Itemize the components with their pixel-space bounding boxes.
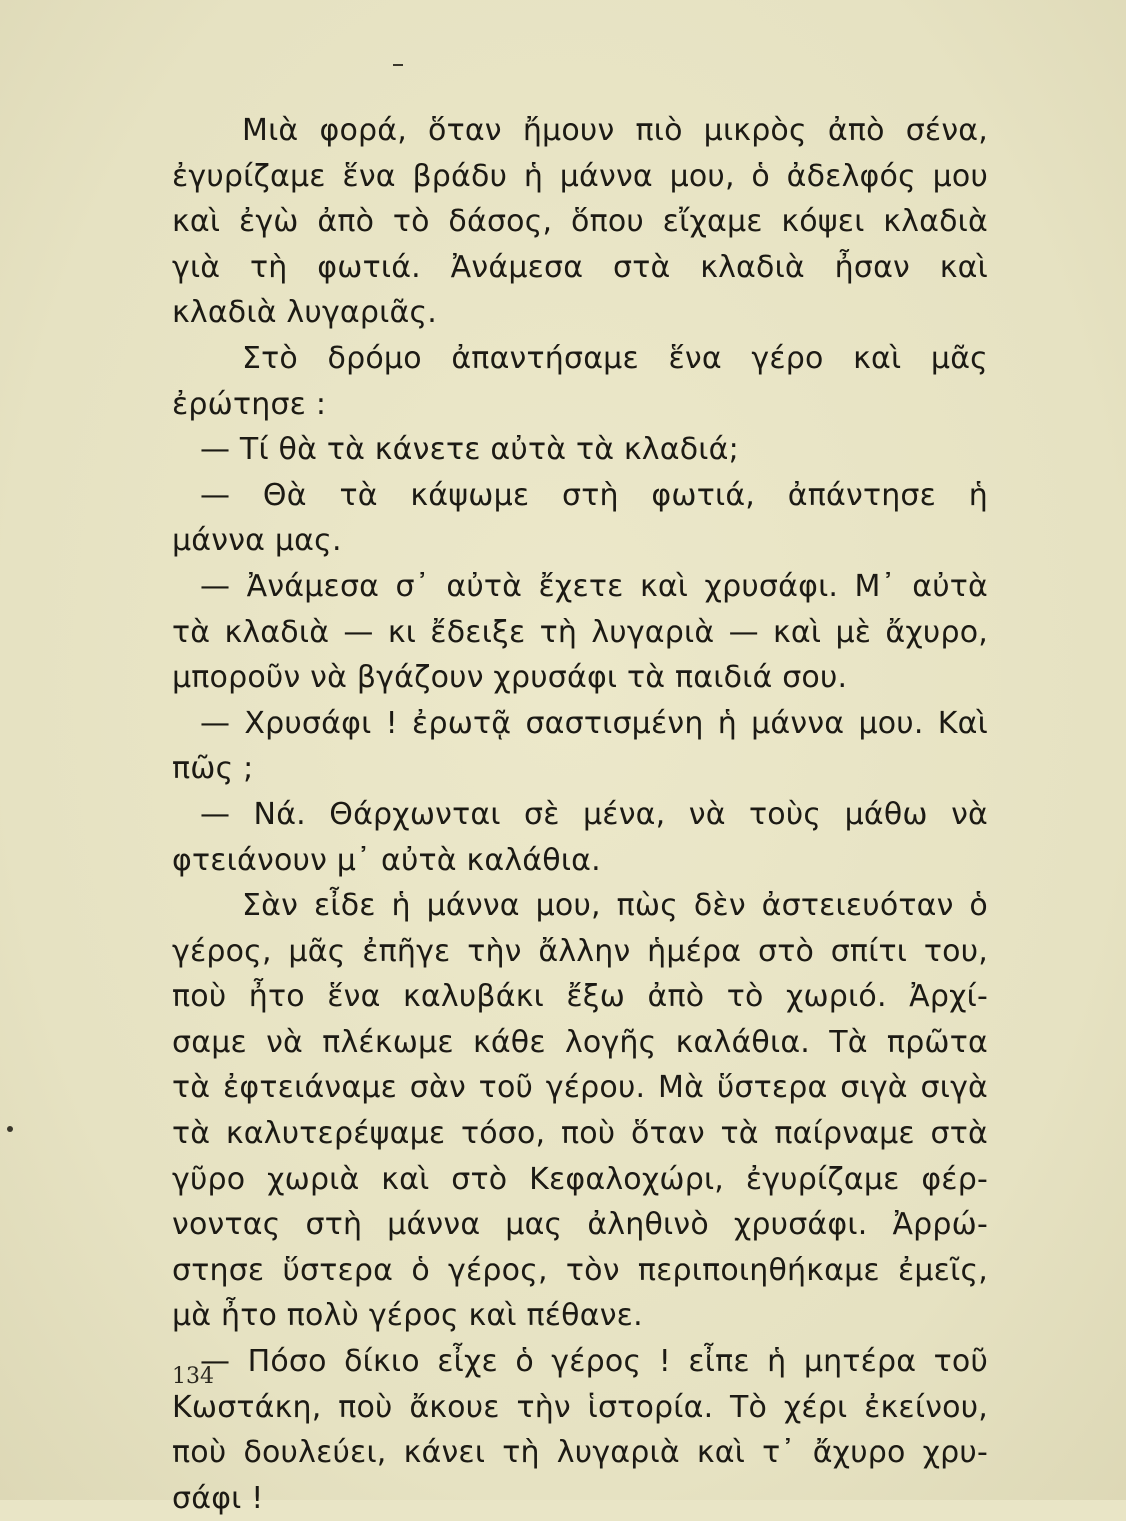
text-line: φτειάνουν μ᾽ αὐτὰ καλάθια.: [172, 842, 601, 878]
dialogue-line: — Νά. Θάρχωνται σὲ μένα, νὰ τοὺς μάθω νὰ: [200, 796, 988, 832]
body-text: [172, 108, 988, 1521]
text-line: σαμε νὰ πλέκωμε κάθε λογῆς καλάθια. Τὰ πρῶτα: [172, 1024, 988, 1060]
text-line: ποὺ δουλεύει, κάνει τὴ λυγαριὰ καὶ τ᾽ ἄχυρο χρυ-: [172, 1435, 988, 1471]
page-number: 134: [172, 1364, 214, 1389]
text-line: Κωστάκη, ποὺ ἄκουε τὴν ἱστορία. Τὸ χέρι ἐκείνου,: [172, 1389, 988, 1425]
text-line: ἐρώτησε :: [172, 386, 327, 422]
text-line: στησε ὕστερα ὁ γέρος, τὸν περιποιηθήκαμε ἐμεῖς,: [172, 1252, 988, 1288]
text-line: καὶ ἐγὼ ἀπὸ τὸ δάσος, ὅπου εἴχαμε κόψει κλαδιὰ: [172, 204, 988, 240]
dialogue-line: — Χρυσάφι ! ἐρωτᾷ σαστισμένη ἡ μάννα μου. Καὶ: [200, 705, 988, 741]
stray-dot-left: [7, 1126, 13, 1132]
text-line: τὰ ἐφτειάναμε σὰν τοῦ γέρου. Μὰ ὕστερα σιγὰ σιγὰ: [172, 1070, 988, 1106]
dialogue-line: — Θὰ τὰ κάψωμε στὴ φωτιά, ἀπάντησε ἡ: [200, 477, 988, 513]
text-line: μάννα μας.: [172, 523, 342, 559]
dialogue-line: — Ἀνάμεσα σ᾽ αὐτὰ ἔχετε καὶ χρυσάφι. Μ᾽ αὐτὰ: [200, 568, 988, 604]
stray-mark-top: [393, 64, 403, 66]
text-line: γῦρο χωριὰ καὶ στὸ Κεφαλοχώρι, ἐγυρίζαμε φέρ-: [172, 1161, 988, 1197]
text-line: πῶς ;: [172, 751, 254, 787]
dialogue-line: — Τί θὰ τὰ κάνετε αὐτὰ τὰ κλαδιά;: [200, 432, 739, 468]
dialogue-line: — Πόσο δίκιο εἶχε ὁ γέρος ! εἶπε ἡ μητέρα τοῦ: [200, 1344, 988, 1380]
text-line: ἐγυρίζαμε ἕνα βράδυ ἡ μάννα μου, ὁ ἀδελφός μου: [172, 158, 988, 194]
text-line: Μιὰ φορά, ὅταν ἤμουν πιὸ μικρὸς ἀπὸ σένα,: [242, 113, 988, 148]
text-line: νοντας στὴ μάννα μας ἀληθινὸ χρυσάφι. Ἀρρώ-: [172, 1207, 988, 1243]
text-line: μποροῦν νὰ βγάζουν χρυσάφι τὰ παιδιά σου.: [172, 660, 848, 696]
text-line: γιὰ τὴ φωτιά. Ἀνάμεσα στὰ κλαδιὰ ἦσαν καὶ: [172, 249, 988, 285]
text-line: Στὸ δρόμο ἀπαντήσαμε ἕνα γέρο καὶ μᾶς: [242, 340, 988, 376]
text-line: γέρος, μᾶς ἐπῆγε τὴν ἄλλην ἡμέρα στὸ σπίτι του,: [172, 933, 988, 969]
text-line: Σὰν εἶδε ἡ μάννα μου, πὼς δὲν ἀστειευόταν ὁ: [242, 888, 988, 924]
text-line: τὰ κλαδιὰ — κι ἔδειξε τὴ λυγαριὰ — καὶ μὲ ἄχυρο,: [172, 614, 988, 650]
text-line: ποὺ ἦτο ἕνα καλυβάκι ἔξω ἀπὸ τὸ χωριό. Ἀρχί-: [172, 979, 988, 1015]
text-line: τὰ καλυτερέψαμε τόσο, ποὺ ὅταν τὰ παίρναμε στὰ: [172, 1116, 988, 1152]
text-line: κλαδιὰ λυγαριᾶς.: [172, 295, 437, 331]
text-line: μὰ ἦτο πολὺ γέρος καὶ πέθανε.: [172, 1298, 643, 1334]
text-line: σάφι !: [172, 1480, 264, 1516]
